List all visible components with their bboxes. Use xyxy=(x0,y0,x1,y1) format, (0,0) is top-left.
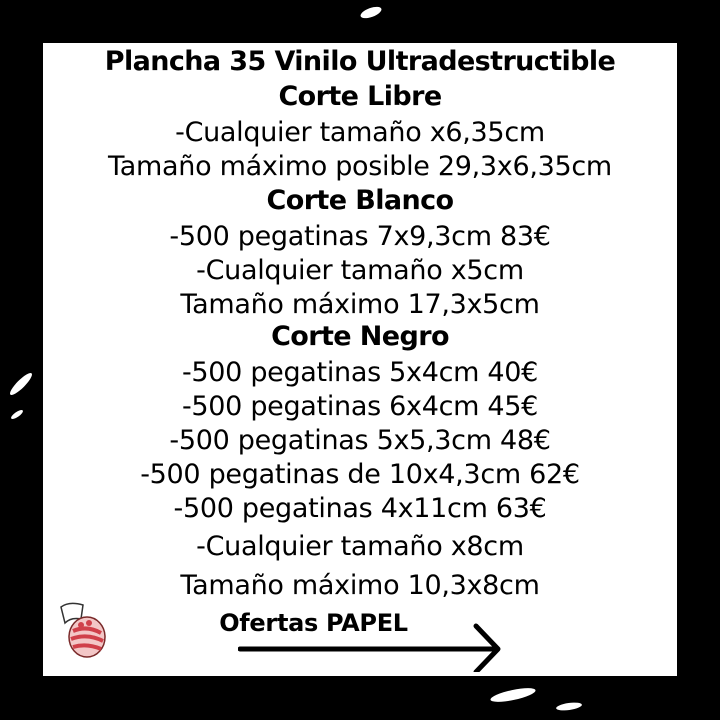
price-card xyxy=(43,43,677,676)
right-arrow-icon[interactable] xyxy=(238,620,503,672)
splash-mark-left xyxy=(8,371,35,398)
section-title-corte-negro: Corte Negro xyxy=(271,321,449,352)
price-line: -500 pegatinas 4x11cm 63€ xyxy=(173,493,547,524)
ofertas-papel-link[interactable]: Ofertas PAPEL xyxy=(219,609,408,637)
price-line: Tamaño máximo posible 29,3x6,35cm xyxy=(108,151,612,182)
splash-mark-left-small xyxy=(10,408,24,420)
splash-mark-bottom xyxy=(489,685,536,704)
price-line: -500 pegatinas 5x4cm 40€ xyxy=(181,357,539,388)
price-line: -500 pegatinas 7x9,3cm 83€ xyxy=(169,221,551,252)
splash-mark-bottom-right xyxy=(556,701,583,712)
section-title-corte-libre: Corte Libre xyxy=(278,81,442,112)
price-line: -500 pegatinas de 10x4,3cm 62€ xyxy=(140,459,580,490)
splash-mark-top xyxy=(359,5,383,21)
price-line: -500 pegatinas 5x5,3cm 48€ xyxy=(169,425,551,456)
section-title-corte-blanco: Corte Blanco xyxy=(266,185,454,216)
main-title: Plancha 35 Vinilo Ultradestructible xyxy=(104,46,616,77)
price-line: -Cualquier tamaño x5cm xyxy=(196,255,524,286)
price-line: Tamaño máximo 17,3x5cm xyxy=(180,289,540,320)
price-line: -500 pegatinas 6x4cm 45€ xyxy=(181,391,539,422)
price-line: -Cualquier tamaño x6,35cm xyxy=(175,117,545,148)
price-line: -Cualquier tamaño x8cm xyxy=(196,531,524,562)
price-line: Tamaño máximo 10,3x8cm xyxy=(180,570,540,601)
